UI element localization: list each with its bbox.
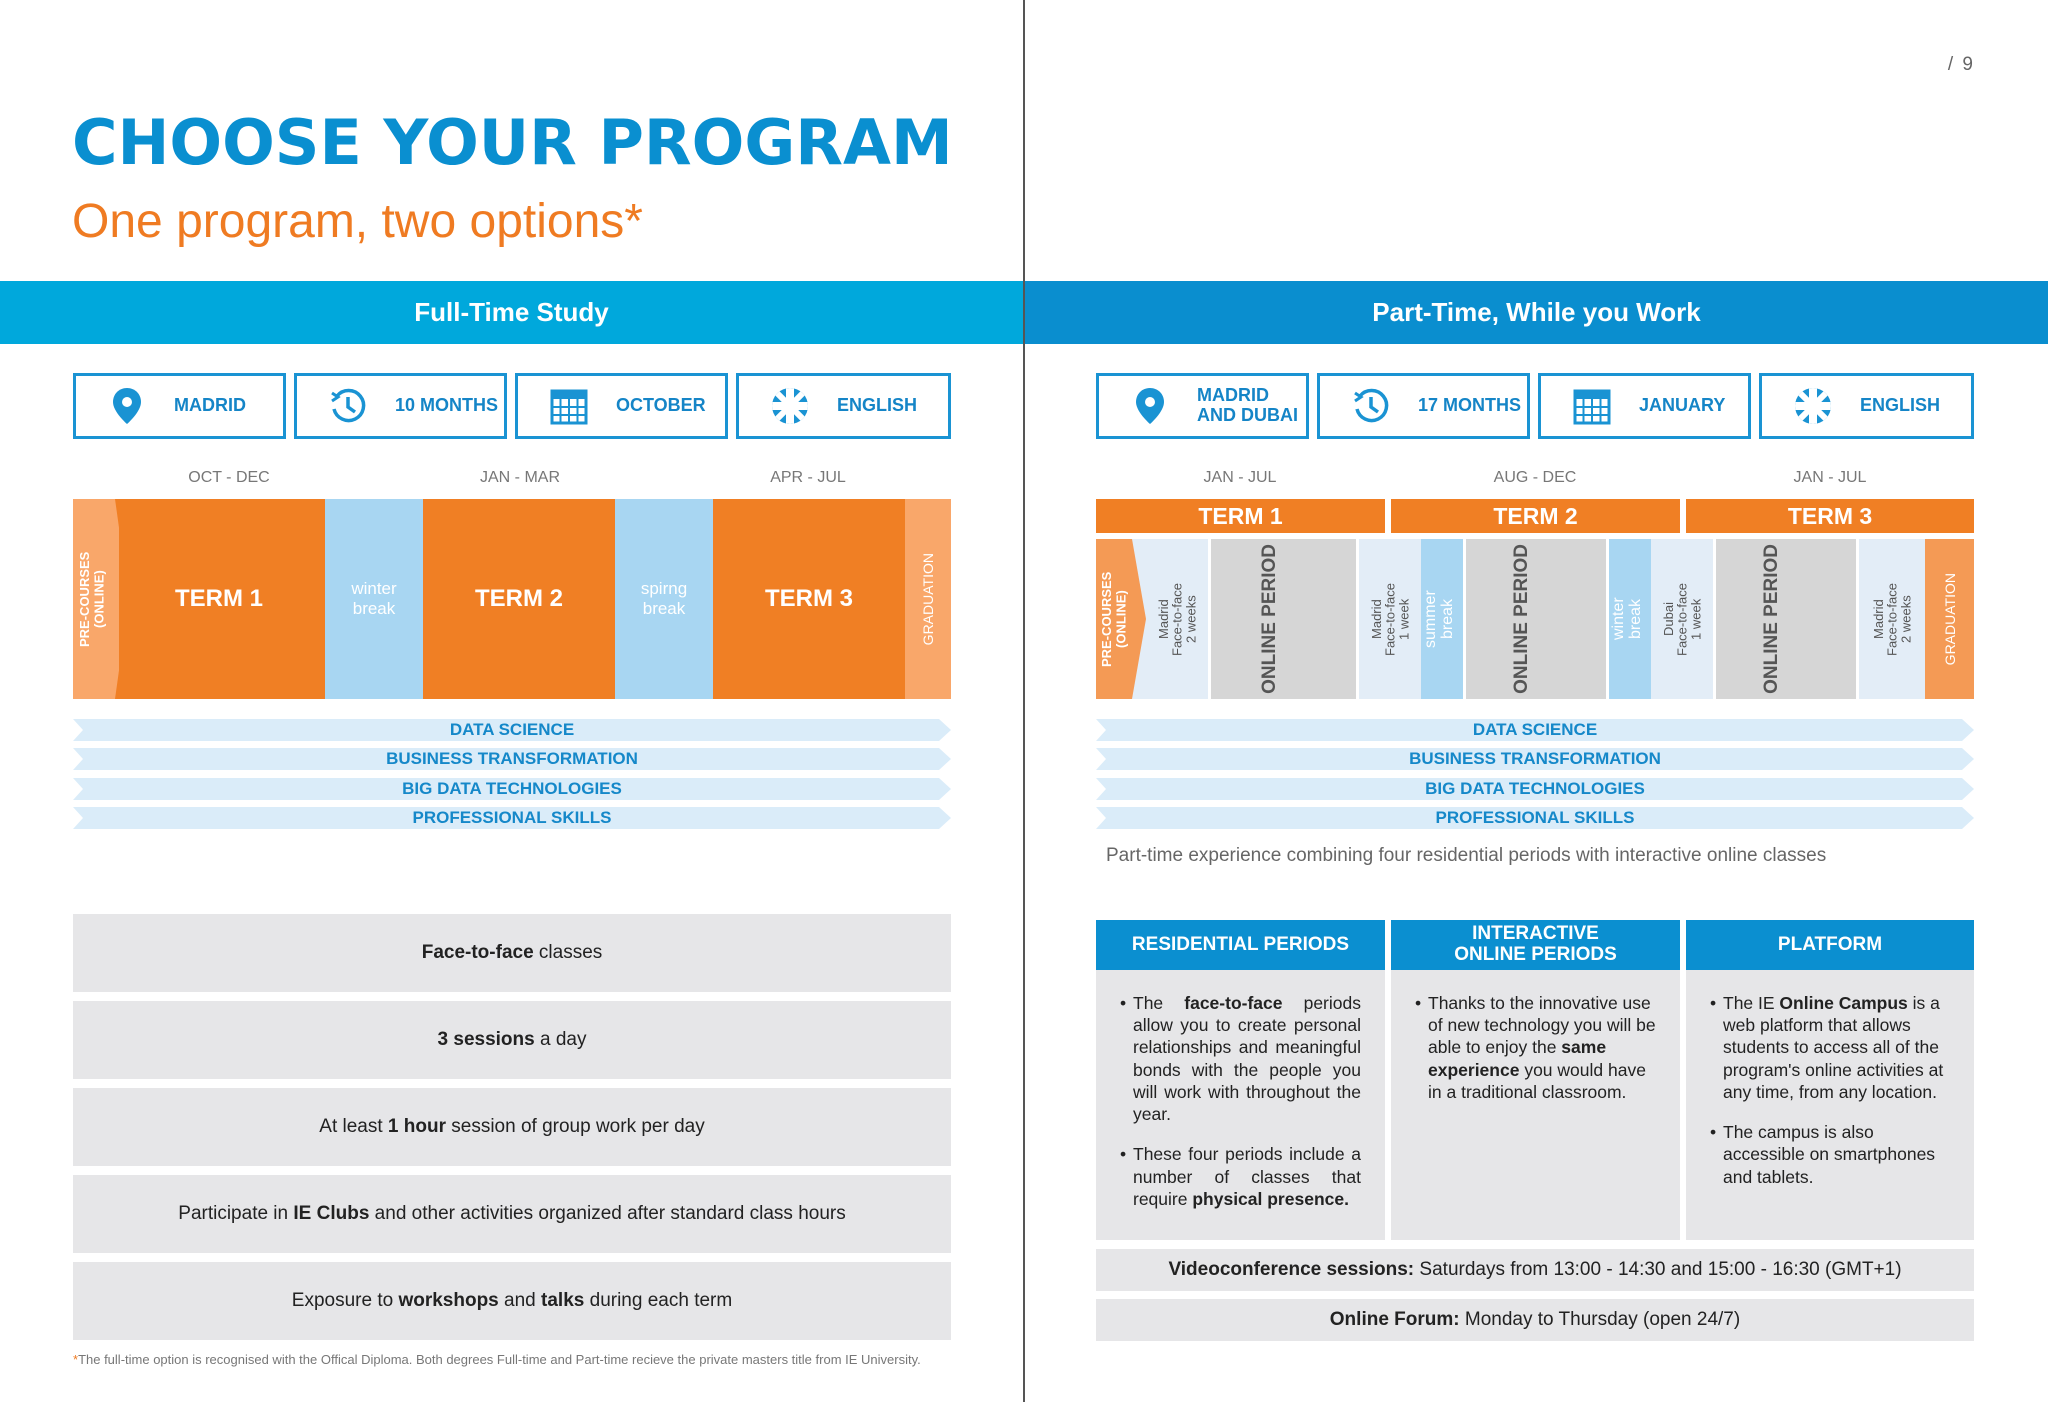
online-period-1 — [1211, 539, 1356, 699]
track-data-science — [1096, 719, 1974, 741]
residential-type: Face-to-face — [1884, 582, 1900, 656]
info-box-location — [73, 373, 286, 439]
bullet-bold: physical presence. — [1192, 1188, 1349, 1209]
residential-label — [1662, 583, 1703, 656]
period-label: JAN - MAR — [480, 469, 560, 486]
info-label: JANUARY — [1639, 395, 1726, 416]
residential-label — [1157, 583, 1198, 656]
online-forum-bar — [1096, 1299, 1974, 1341]
term-label: TERM 1 — [174, 585, 263, 612]
bullet — [1710, 992, 1950, 1103]
page-divider — [1023, 0, 1025, 1402]
period-label: OCT - DEC — [188, 469, 270, 486]
feature-group-work — [73, 1088, 951, 1166]
info-box-start — [1538, 373, 1751, 439]
bar-bold: Videoconference sessions: — [1168, 1259, 1415, 1280]
madrid-face-to-face-1 — [1146, 539, 1208, 699]
feature-text: a day — [534, 1029, 587, 1050]
break-label: summer break — [1422, 590, 1456, 648]
info-label: MADRID — [174, 395, 246, 416]
bullet-text: periods allow you to create personal relationships and meaningful bonds with the people you will work with throughout the year. — [1133, 993, 1361, 1125]
feature-text: classes — [533, 942, 603, 963]
bullet — [1120, 1143, 1361, 1210]
bullet — [1415, 992, 1656, 1103]
period-label: APR - JUL — [770, 469, 846, 486]
info-box-language — [736, 373, 951, 439]
dubai-face-to-face — [1651, 539, 1713, 699]
break-label: winter break — [351, 578, 397, 618]
online-period-label: ONLINE PERIOD — [1511, 544, 1532, 694]
graduation-block — [1925, 539, 1974, 699]
feature-face-to-face — [73, 914, 951, 992]
graduation-label: GRADUATION — [1941, 572, 1958, 666]
track-big-data — [73, 778, 951, 800]
online-period-label: ONLINE PERIOD — [1258, 544, 1280, 694]
feature-bold: talks — [541, 1290, 585, 1311]
pre-courses-label: PRE-COURSES (ONLINE) — [77, 551, 107, 647]
bullet-bold: face-to-face — [1184, 993, 1283, 1013]
bullet-text: These four periods include a number of classes that require — [1133, 1144, 1361, 1209]
info-label: 17 MONTHS — [1418, 395, 1522, 416]
residential-periods-header — [1096, 920, 1385, 970]
feature-bold: 1 hour — [387, 1116, 446, 1137]
platform-header — [1686, 920, 1974, 970]
term-label: TERM 3 — [764, 585, 853, 612]
feature-text: At least — [319, 1116, 388, 1137]
track-label: BIG DATA TECHNOLOGIES — [1425, 779, 1645, 798]
location-pin-icon — [108, 387, 146, 425]
bullet-bold: Online Campus — [1779, 993, 1908, 1013]
feature-text: and — [498, 1290, 542, 1311]
winter-break-block — [325, 499, 423, 699]
residential-city: Dubai — [1660, 602, 1676, 636]
calendar-icon — [1573, 387, 1611, 425]
feature-bold: workshops — [398, 1290, 499, 1311]
full-time-timeline — [73, 499, 951, 699]
bar-text: Monday to Thursday (open 24/7) — [1459, 1309, 1741, 1330]
column-title: PLATFORM — [1777, 933, 1883, 955]
pre-courses-block — [1100, 539, 1130, 699]
online-periods-header — [1391, 920, 1680, 970]
info-box-duration — [294, 373, 507, 439]
info-box-language — [1759, 373, 1974, 439]
residential-city: Madrid — [1155, 599, 1171, 639]
break-label: winter break — [1610, 597, 1644, 641]
feature-text: session of group work per day — [445, 1116, 705, 1137]
info-label: MADRID AND DUBAI — [1197, 385, 1298, 425]
bar-bold: Online Forum: — [1329, 1309, 1460, 1330]
track-label: PROFESSIONAL SKILLS — [412, 808, 612, 827]
period-label: JAN - JUL — [1203, 469, 1277, 486]
spring-break-block — [615, 499, 713, 699]
page-subtitle: One program, two options* — [72, 195, 643, 248]
term-label: TERM 1 — [1198, 502, 1283, 529]
info-label: ENGLISH — [837, 395, 918, 416]
track-business-transformation — [73, 748, 951, 770]
bullet-text: The — [1133, 993, 1185, 1013]
footnote-text: The full-time option is recognised with the Offical Diploma. Both degrees Full-time and Part-time recieve the private masters title from IE University. — [78, 1352, 921, 1367]
online-period-2 — [1466, 539, 1606, 699]
residential-type: Face-to-face — [1169, 582, 1185, 656]
track-professional-skills — [1096, 807, 1974, 829]
residential-periods-body — [1096, 970, 1385, 1240]
pre-courses-block — [75, 499, 115, 699]
term-label: TERM 2 — [474, 585, 563, 612]
track-label: BUSINESS TRANSFORMATION — [386, 749, 638, 768]
uk-flag-icon — [771, 387, 809, 425]
period-label: JAN - JUL — [1793, 469, 1867, 486]
bullet: • The campus is also accessible on smartphones and tablets. — [1710, 1121, 1950, 1188]
bullet-text: you would have in a traditional classroom. — [1428, 1059, 1646, 1102]
info-label: ENGLISH — [1860, 395, 1941, 416]
break-label: spirng break — [640, 578, 688, 618]
info-label: OCTOBER — [616, 395, 706, 416]
bullet-text: Thanks to the innovative use of new technology you will be able to enjoy the — [1428, 993, 1656, 1058]
part-time-timeline — [1096, 539, 1974, 699]
term-label: TERM 2 — [1493, 502, 1578, 529]
summer-break-block — [1421, 539, 1463, 699]
column-title: RESIDENTIAL PERIODS — [1131, 933, 1350, 955]
winter-break-block — [1609, 539, 1651, 699]
term-1-tab — [1096, 499, 1385, 533]
residential-city: Madrid — [1870, 599, 1886, 639]
term-label: TERM 3 — [1787, 502, 1873, 529]
pre-courses-label: PRE-COURSES (ONLINE) — [1099, 571, 1129, 667]
footnote — [73, 1352, 953, 1369]
feature-bold: IE Clubs — [293, 1203, 370, 1224]
page-number: / 9 — [1947, 54, 1975, 75]
residential-duration: 2 weeks — [1897, 595, 1913, 643]
feature-text: and other activities organized after standard class hours — [369, 1203, 846, 1224]
full-time-banner-label: Full-Time Study — [414, 297, 609, 327]
track-label: BIG DATA TECHNOLOGIES — [402, 779, 622, 798]
feature-text: Exposure to — [291, 1290, 399, 1311]
platform-body — [1686, 970, 1974, 1240]
uk-flag-icon — [1794, 387, 1832, 425]
residential-type: Face-to-face — [1674, 582, 1690, 656]
info-box-location — [1096, 373, 1309, 439]
term-2-tab — [1391, 499, 1680, 533]
videoconference-bar — [1096, 1249, 1974, 1291]
period-label: AUG - DEC — [1493, 469, 1577, 486]
feature-workshops — [73, 1262, 951, 1340]
residential-duration: 1 week — [1395, 598, 1411, 640]
online-periods-body — [1391, 970, 1680, 1240]
feature-text: Participate in — [178, 1203, 294, 1224]
bullet-bold: same experience — [1428, 1037, 1607, 1080]
column-title: INTERACTIVE ONLINE PERIODS — [1454, 923, 1617, 965]
track-label: BUSINESS TRANSFORMATION — [1409, 749, 1661, 768]
residential-city: Madrid — [1368, 599, 1384, 639]
track-professional-skills — [73, 807, 951, 829]
info-box-start — [515, 373, 728, 439]
bullet — [1120, 992, 1361, 1125]
part-time-note: Part-time experience combining four residential periods with interactive online classes — [1106, 845, 1827, 866]
residential-label — [1872, 583, 1913, 656]
term-3-tab — [1686, 499, 1974, 533]
feature-ie-clubs — [73, 1175, 951, 1253]
track-label: DATA SCIENCE — [1472, 720, 1598, 739]
term-2-block — [423, 499, 615, 699]
feature-text: during each term — [584, 1290, 733, 1311]
term-3-block — [713, 499, 905, 699]
calendar-icon — [550, 387, 588, 425]
clock-icon — [329, 387, 367, 425]
track-data-science — [73, 719, 951, 741]
page-title: CHOOSE YOUR PROGRAM — [72, 106, 953, 179]
part-time-banner-label: Part-Time, While you Work — [1372, 297, 1701, 327]
online-period-label: ONLINE PERIOD — [1761, 544, 1782, 694]
info-label: 10 MONTHS — [395, 395, 499, 416]
info-box-duration — [1317, 373, 1530, 439]
graduation-block — [905, 499, 951, 699]
residential-label — [1370, 583, 1411, 656]
online-period-3 — [1716, 539, 1856, 699]
part-time-banner — [1025, 281, 2048, 344]
residential-type: Face-to-face — [1382, 582, 1398, 656]
track-business-transformation — [1096, 748, 1974, 770]
full-time-banner — [0, 281, 1023, 344]
residential-duration: 1 week — [1687, 598, 1703, 640]
feature-bold: Face-to-face — [421, 942, 534, 963]
location-pin-icon — [1131, 387, 1169, 425]
madrid-face-to-face-2 — [1359, 539, 1421, 699]
graduation-label: GRADUATION — [920, 552, 936, 646]
clock-icon — [1352, 387, 1390, 425]
residential-duration: 2 weeks — [1182, 595, 1198, 643]
feature-sessions — [73, 1001, 951, 1079]
track-big-data — [1096, 778, 1974, 800]
feature-bold: 3 sessions — [437, 1029, 535, 1050]
bullet-text: is a web platform that allows students to access all of the program's online activities at any time, from any location. — [1723, 993, 1944, 1102]
track-label: DATA SCIENCE — [449, 720, 575, 739]
footnote-asterisk: * — [73, 1352, 79, 1367]
madrid-face-to-face-3 — [1859, 539, 1925, 699]
track-label: PROFESSIONAL SKILLS — [1435, 808, 1635, 827]
bar-text: Saturdays from 13:00 - 14:30 and 15:00 - 16:30 (GMT+1) — [1414, 1259, 1902, 1280]
bullet-text: The IE — [1723, 993, 1780, 1013]
